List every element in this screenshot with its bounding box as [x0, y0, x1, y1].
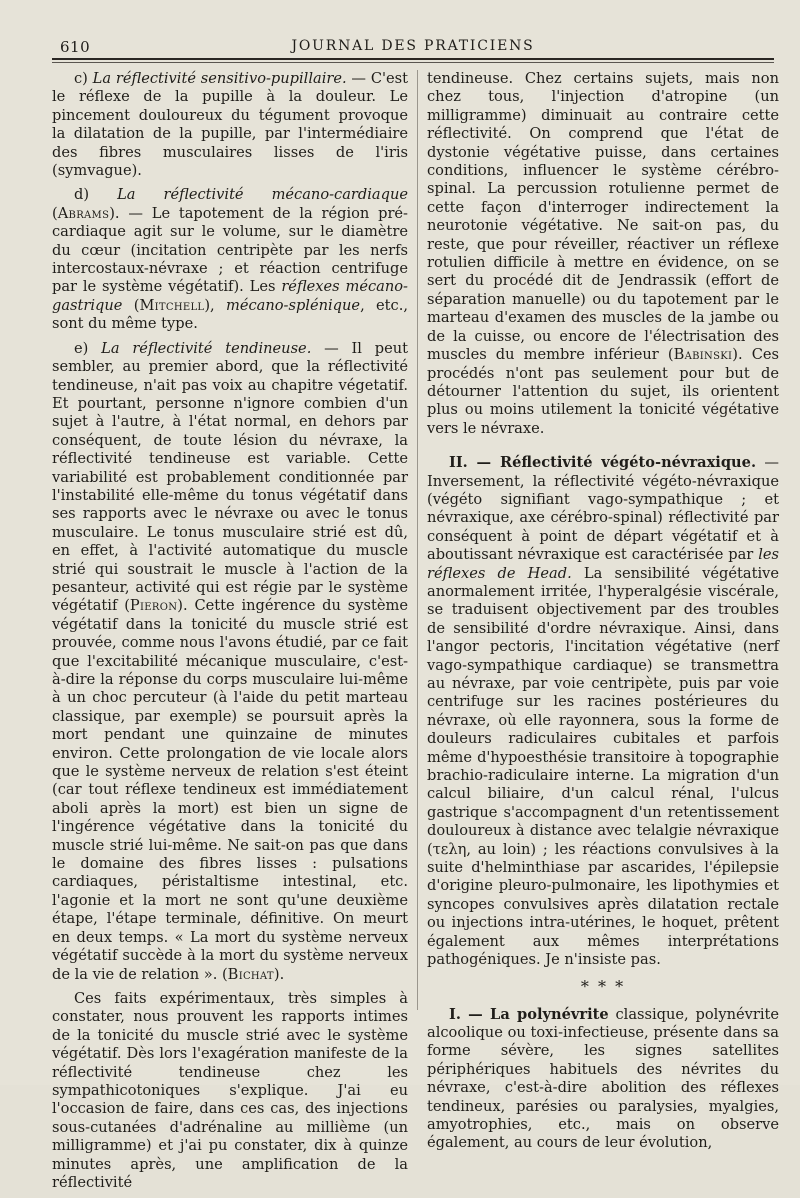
item-label: d) — [74, 186, 90, 204]
paragraph-text: , etc., sont du même type. — [52, 296, 408, 333]
paragraph-text: ). Cette ingérence du système végétatif dans la tonicité du muscle strié est prouvée, comme nous l'avons étudié, par ce fait que l'excitabilité mécanique musculaire, c'est-à-dire la réponse du corps musculaire lui-même à un choc percuteur (à l'aide du petit marteau classique, par exemple) se poursuit après la mort pendant une quinzaine de minutes environ. Cette prolongation de vie locale alors que le système nerveux de relation s'est éteint (car tout réflexe tendineux est immédiatement aboli après la mort) est bien un signe de l'ingérence végétative dans la tonicité du muscle strié lui-même. Ne sait-on pas que dans le domaine des fibres lisses : pulsations cardiaques, péristaltisme intestinal, etc. l'agonie et la mort ne sont qu'une deuxième étape, l'étape terminale, définitive. On meurt en deux temps. « La mort du système nerveux végétatif succède à la mort du système nerveux de la vie de relation ». ( — [52, 597, 408, 983]
paragraph-text: ). Ces procédés n'ont pas seulement pour but de détourner l'attention du sujet, ils orientent plus ou moins utilement la tonicité végétative vers le névraxe. — [427, 346, 779, 437]
header-rule — [52, 58, 774, 60]
item-label: c) — [74, 70, 88, 87]
section-polynevrite — [427, 1006, 779, 1153]
paragraph-text: tendineuse. Chez certains sujets, mais non chez tous, l'injection d'atropine (un milligramme) diminuait au contraire cette réflectivité. On comprend que l'état de dystonie végétative puisse, dans certaines conditions, influencer le système cérébro-spinal. La percussion rotulienne permet de cette façon d'interroger indirectement la neurotonie végétative. Ne sait-on pas, du reste, que pour réveiller, réactiver un réflexe rotulien difficile à mettre en évidence, on se sert du procédé dit de Jendrassik (effort de séparation manuelle) ou du tapotement par le marteau d'examen des muscles de la jambe ou de la cuisse, ou encore de l'électrisation des muscles du membre inférieur ( — [427, 70, 779, 364]
paragraph-tendineuse — [52, 340, 408, 984]
paragraph-text: — Il peut sembler, au premier abord, que la réflectivité tendineuse, n'ait pas voix au chapitre végetatif. Et pourtant, personne n'ignore combien d'un sujet à l'autre, à l'état normal, en dehors par conséquent, de toute lésion du névraxe, la réflectivité tendineuse est variable. Cette variabilité est probablement conditionnée par l'instabilité elle-même du tonus végétatif dans ses rapports avec le névraxe ou avec le tonus musculaire. Le tonus musculaire strié est dû, en effet, à l'activité automatique du muscle strié qui soustrait le muscle à l'action de la pesanteur, activité qui est régie par le système végétatif ( — [52, 339, 408, 615]
author-name: Mitchell — [139, 296, 205, 314]
paragraph-title: La réflectivité sensitivo-pupillaire. — [92, 70, 347, 87]
italic-term: les réflexes de Head. — [427, 546, 779, 582]
paragraph-title: La réflectivité mécano-cardiaque — [117, 186, 408, 204]
journal-title: JOURNAL DES PRATICIENS — [291, 38, 535, 54]
italic-term: mécano-splénique — [226, 296, 361, 314]
paragraph-sensitivo-pupillaire — [52, 70, 408, 180]
section-vegeto-nevraxique — [427, 454, 779, 969]
section-heading: I. — La polynévrite — [449, 1005, 609, 1023]
section-separator: * * * — [580, 976, 626, 996]
paragraph-faits-experimentaux: Ces faits expérimentaux, très simples à constater, nous prouvent les rapports intimes de la tonicité du muscle strié avec le système végétatif. Dès lors l'exagération manifeste de la réflectivité tendineuse chez les sympathicotoniques s'explique. J'ai eu l'occasion de faire, dans ces cas, des injections sous-cutanées d'adrénaline au millième (un milligramme) et j'ai pu constater, dix à quinze minutes après, une amplification de la réflectivité — [52, 989, 408, 1191]
right-column — [427, 70, 779, 1159]
section-gap — [427, 444, 779, 454]
paragraph-text: ). — [273, 965, 285, 983]
header-rule-thin — [52, 62, 774, 63]
author-name: Abrams — [57, 204, 110, 222]
author-name: Bichat — [227, 965, 274, 983]
item-label: e) — [74, 339, 89, 357]
column-divider — [417, 70, 418, 1010]
page-header — [52, 36, 774, 58]
italic-term: réflexes mécano-gastrique — [52, 278, 408, 314]
paragraph-text: — C'est le réflexe de la pupille à la douleur. Le pincement douloureux du tégument provoque la dilatation de la pupille, par l'intermédiaire des fibres musculaires lisses de l'iris (symvague). — [52, 70, 408, 180]
paragraph-text: — Le tapotement de la région pré-cardiaque agit sur le volume, sur le diamètre du cœur (incitation centripète par les nerfs intercostaux-névraxe ; et réaction centrifuge par le système végétatif). Les — [52, 204, 408, 296]
paragraph-title: La réflectivité tendineuse. — [101, 339, 312, 357]
paragraph-text: — Inversement, la réflectivité végéto-névraxique (végéto signifiant vago-sympathique ; et névraxique, axe cérébro-spinal) réflectivité par conséquent à point de départ végétatif et à aboutissant névraxique est caractérisée par — [427, 454, 779, 564]
paragraph-mecano-cardiaque: d) La réflectivité mécano-cardiaque (Abrams). — Le tapotement de la région pré-cardiaque agit sur le volume, sur le diamètre du cœur (incitation centripète par les nerfs intercostaux-névraxe ; et réaction centrifuge par le système végétatif). Les réflexes mécano-gastrique (Mitchell), mécano-splénique, etc., sont du même type. — [52, 186, 408, 333]
author-name: Babinski — [673, 346, 733, 364]
section-heading: II. — Réflectivité végéto-névraxique. — [449, 454, 757, 472]
paragraph-text: La sensibilité végétative anormalement irritée, l'hyperalgésie viscérale, se traduisent objectivement par des troubles de sensibilité d'ordre névraxique. Ainsi, dans l'angor pectoris, l'incitation végétative (nerf vago-sympathique cardiaque) se transmettra au névraxe, par voie centripète, puis par voie centrifuge sur les racines postérieures du névraxe, où elle rayonnera, sous la forme de douleurs radiculaires cubitales et parfois même d'hypoesthésie transitoire à topographie brachio-radiculaire interne. La migration d'un calcul biliaire, d'un calcul rénal, l'ulcus gastrique s'accompagnent d'un retentissement douloureux à distance avec telalgie névraxique (τελη, au loin) ; les réactions convulsives à la suite d'helminthiase par ascarides, l'épilepsie d'origine pleuro-pulmonaire, les lipothymies et syncopes convulsives après dilatation rectale ou injections intra-utérines, le hoquet, prêtent également aux mêmes interprétations pathogéniques. Je n'insiste pas. — [427, 564, 779, 969]
paragraph-continuation — [427, 70, 779, 438]
paragraph-text: classique, polynévrite alcoolique ou toxi-infectieuse, présente dans sa forme sévère, les signes satellites périphériques habituels des névrites du névraxe, c'est-à-dire abolition des réflexes tendineux, parésies ou paralysies, myalgies, amyotrophies, etc., mais on observe également, au cours de leur évolution, — [427, 1005, 779, 1152]
author-name: Pieron — [129, 597, 178, 615]
page-number: 610 — [60, 38, 91, 56]
left-column — [52, 70, 408, 1198]
